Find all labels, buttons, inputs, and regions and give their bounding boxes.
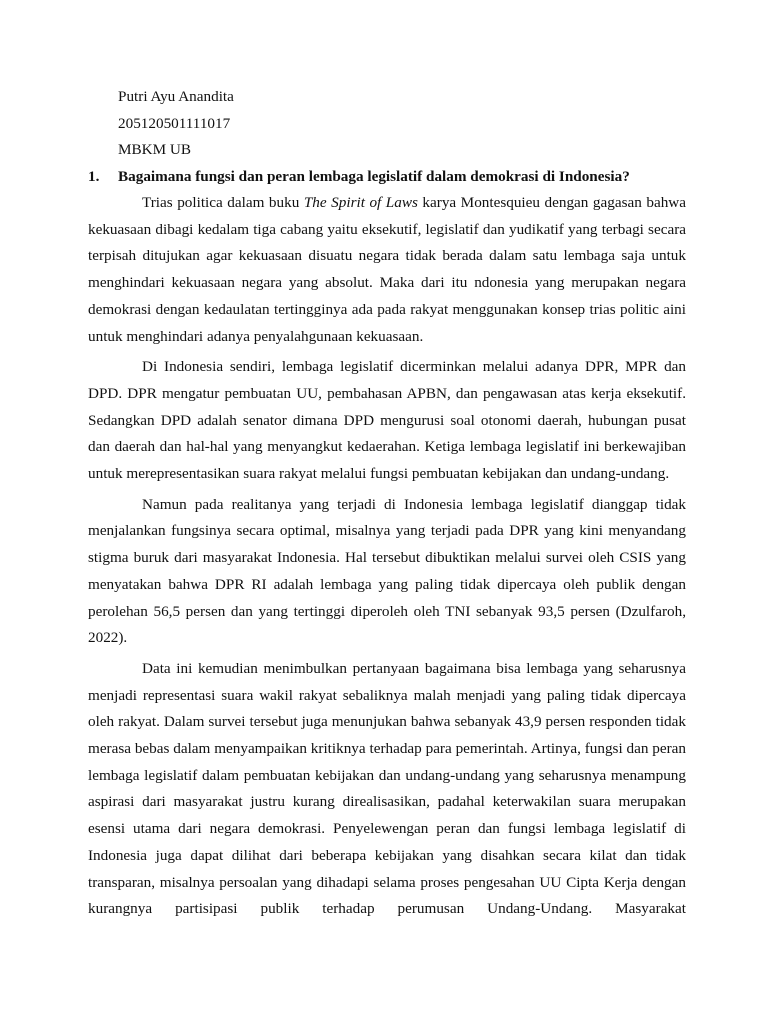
paragraph-2: Di Indonesia sendiri, lembaga legislatif dicerminkan melalui adanya DPR, MPR dan DPD. DPR mengatur pembuatan UU, pembahasan APBN, dan pengawasan atas kerja eksekutif. Sedangkan DPD adalah senator dimana DPD mengurusi soal otonomi daerah, hubungan pusat dan daerah dan hal-hal yang menyangkut kedaerahan. Ketiga lembaga legislatif ini berkewajiban untuk merepresentasikan suara rakyat melalui fungsi pembuatan kebijakan dan undang-undang. bbox=[88, 358, 686, 483]
paragraph-1-body: karya Montesquieu dengan gagasan bahwa kekuasaan dibagi kedalam tiga cabang yaitu eksekutif, legislatif dan yudikatif yang terbagi secara terpisah ditujukan agar kekuasaan disuatu negara tidak berada dalam satu lembaga saja untuk menghindari kekuasaan negara yang absolut. Maka dari itu ndonesia yang merupakan negara demokrasi dengan kedaulatan tertingginya ada pada rakyat menggunakan konsep trias politic aini untuk menghindari adanya penyalahgunaan kekuasaan. bbox=[88, 194, 686, 345]
paragraph-4: Data ini kemudian menimbulkan pertanyaan bagaimana bisa lembaga yang seharusnya menjadi representasi suara wakil rakyat sebaliknya malah menjadi yang paling tidak dipercaya oleh rakyat. Dalam survei tersebut juga menunjukan bahwa sebanyak 43,9 persen responden tidak merasa bebas dalam menyampaikan kritiknya terhadap para pemerintah. Artinya, fungsi dan peran lembaga legislatif dalam pembuatan kebijakan dan undang-undang yang seharusnya menampung aspirasi dari masyarakat justru kurang direalisasikan, padahal keterwakilan suara merupakan esensi utama dari negara demokrasi. Penyelewengan peran dan fungsi lembaga legislatif di Indonesia juga dapat dilihat dari beberapa kebijakan yang disahkan secara kilat dan tidak transparan, misalnya persoalan yang dihadapi selama proses pengesahan UU Cipta Kerja dengan kurangnya partisipasi publik terhadap perumusan Undang-Undang. Masyarakat bbox=[88, 659, 686, 918]
question-text: Bagaimana fungsi dan peran lembaga legislatif dalam demokrasi di Indonesia? bbox=[118, 167, 630, 185]
document-page bbox=[88, 84, 686, 927]
paragraph-1-intro: Trias politica dalam buku bbox=[142, 194, 304, 211]
author-name: Putri Ayu Anandita bbox=[118, 88, 234, 105]
program-name: MBKM UB bbox=[118, 141, 192, 158]
student-id: 205120501111017 bbox=[118, 114, 231, 132]
paragraph-3: Namun pada realitanya yang terjadi di Indonesia lembaga legislatif dianggap tidak menjalankan fungsinya secara optimal, misalnya yang terjadi pada DPR yang kini menyandang stigma buruk dari masyarakat Indonesia. Hal tersebut dibuktikan melalui survei oleh CSIS yang menyatakan bahwa DPR RI adalah lembaga yang paling tidak dipercaya oleh publik dengan perolehan 56,5 persen dan yang tertinggi diperoleh oleh TNI sebanyak 93,5 persen (Dzulfaroh, 2022). bbox=[88, 495, 686, 647]
book-title: The Spirit of Laws bbox=[303, 194, 418, 211]
question-number: 1. bbox=[88, 167, 100, 185]
paragraph-1 bbox=[88, 190, 686, 350]
question-heading bbox=[88, 164, 686, 191]
